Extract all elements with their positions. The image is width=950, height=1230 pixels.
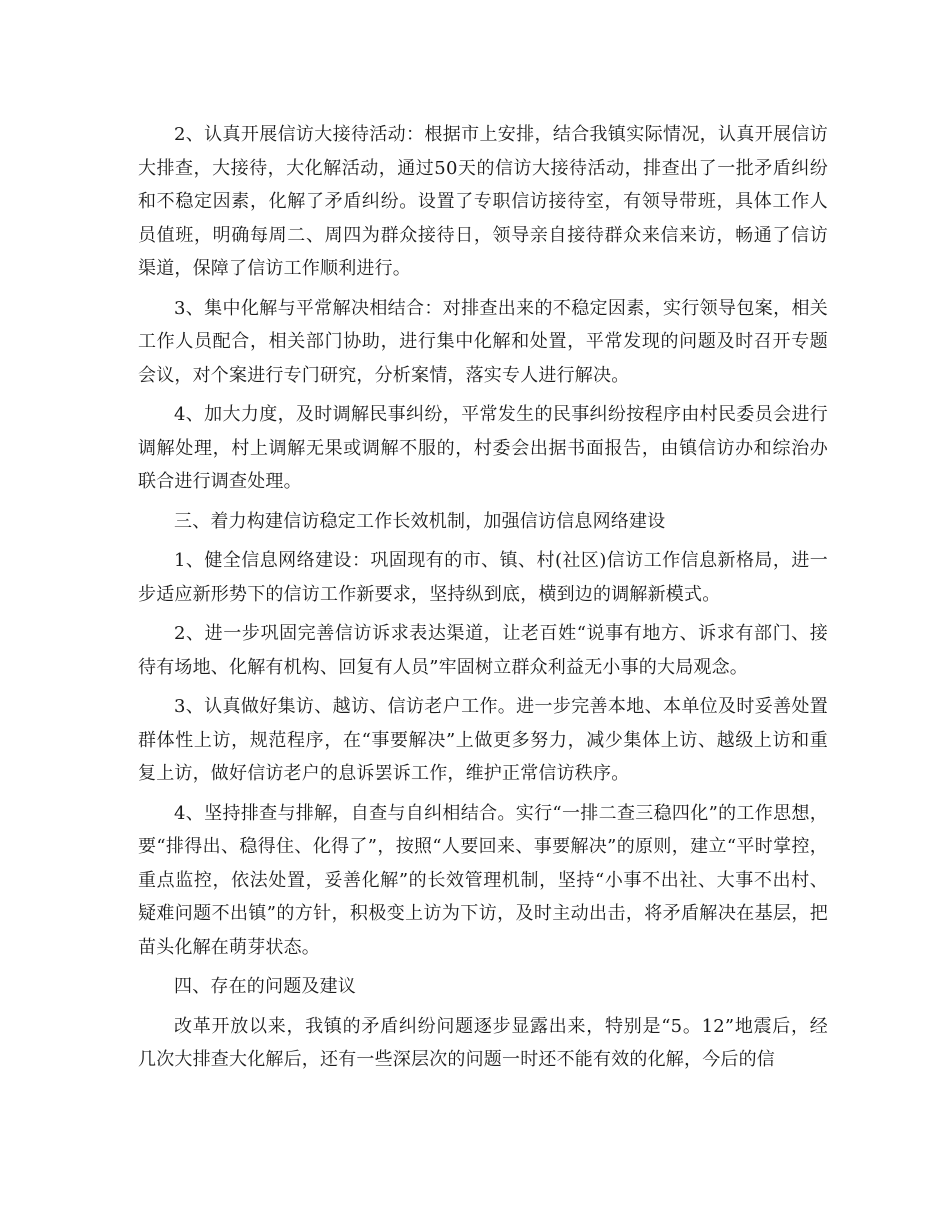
paragraph-item-3-resolution: 3、集中化解与平常解决相结合：对排查出来的不稳定因素，实行领导包案，相关工作人员配合，相关部门协助，进行集中化解和处置，平常发现的问题及时召开专题会议，对个案进行专门研究，分析案情，落实专人进行解决。 [138, 297, 828, 386]
paragraph-item-2-channels: 2、进一步巩固完善信访诉求表达渠道，让老百姓“说事有地方、诉求有部门、接待有场地、化解有机构、回复有人员”牢固树立群众利益无小事的大局观念。 [138, 623, 828, 678]
paragraph-problems: 改革开放以来，我镇的矛盾纠纷问题逐步显露出来，特别是“5。12”地震后，经几次大排查大化解后，还有一些深层次的问题一时还不能有效的化解，今后的信 [138, 1015, 828, 1070]
section-heading-four: 四、存在的问题及建议 [174, 976, 356, 997]
section-heading-three: 三、着力构建信访稳定工作长效机制，加强信访信息网络建设 [174, 510, 666, 532]
document-body [138, 118, 828, 1083]
paragraph-item-3-group-visits: 3、认真做好集访、越访、信访老户工作。进一步完善本地、本单位及时妥善处置群体性上访，规范程序，在“事要解决”上做更多努力，减少集体上访、越级上访和重复上访，做好信访老户的息诉罢诉工作，维护正常信访秩序。 [138, 696, 828, 784]
paragraph-item-2-reception: 2、认真开展信访大接待活动：根据市上安排，结合我镇实际情况，认真开展信访大排查，大接待，大化解活动，通过50天的信访大接待活动，排查出了一批矛盾纠纷和不稳定因素，化解了矛盾纠纷。设置了专职信访接待室，有领导带班，具体工作人员值班，明确每周二、周四为群众接待日，领导亲自接待群众来信来访，畅通了信访渠道，保障了信访工作顺利进行。 [138, 124, 828, 279]
paragraph-item-4-civil-disputes: 4、加大力度，及时调解民事纠纷，平常发生的民事纠纷按程序由村民委员会进行调解处理，村上调解无果或调解不服的，村委会出据书面报告，由镇信访办和综治办联合进行调查处理。 [138, 404, 828, 492]
paragraph-item-4-screening: 4、坚持排查与排解，自查与自纠相结合。实行“一排二查三稳四化”的工作思想，要“排得出、稳得住、化得了”，按照“人要回来、事要解决”的原则，建立“平时掌控，重点监控，依法处置，妥善化解”的长效管理机制，坚持“小事不出社、大事不出村、疑难问题不出镇”的方针，积极变上访为下访，及时主动出击，将矛盾解决在基层，把苗头化解在萌芽状态。 [138, 802, 828, 958]
paragraph-item-1-network: 1、健全信息网络建设：巩固现有的市、镇、村(社区)信访工作信息新格局，进一步适应新形势下的信访工作新要求，坚持纵到底，横到边的调解新模式。 [138, 550, 828, 605]
